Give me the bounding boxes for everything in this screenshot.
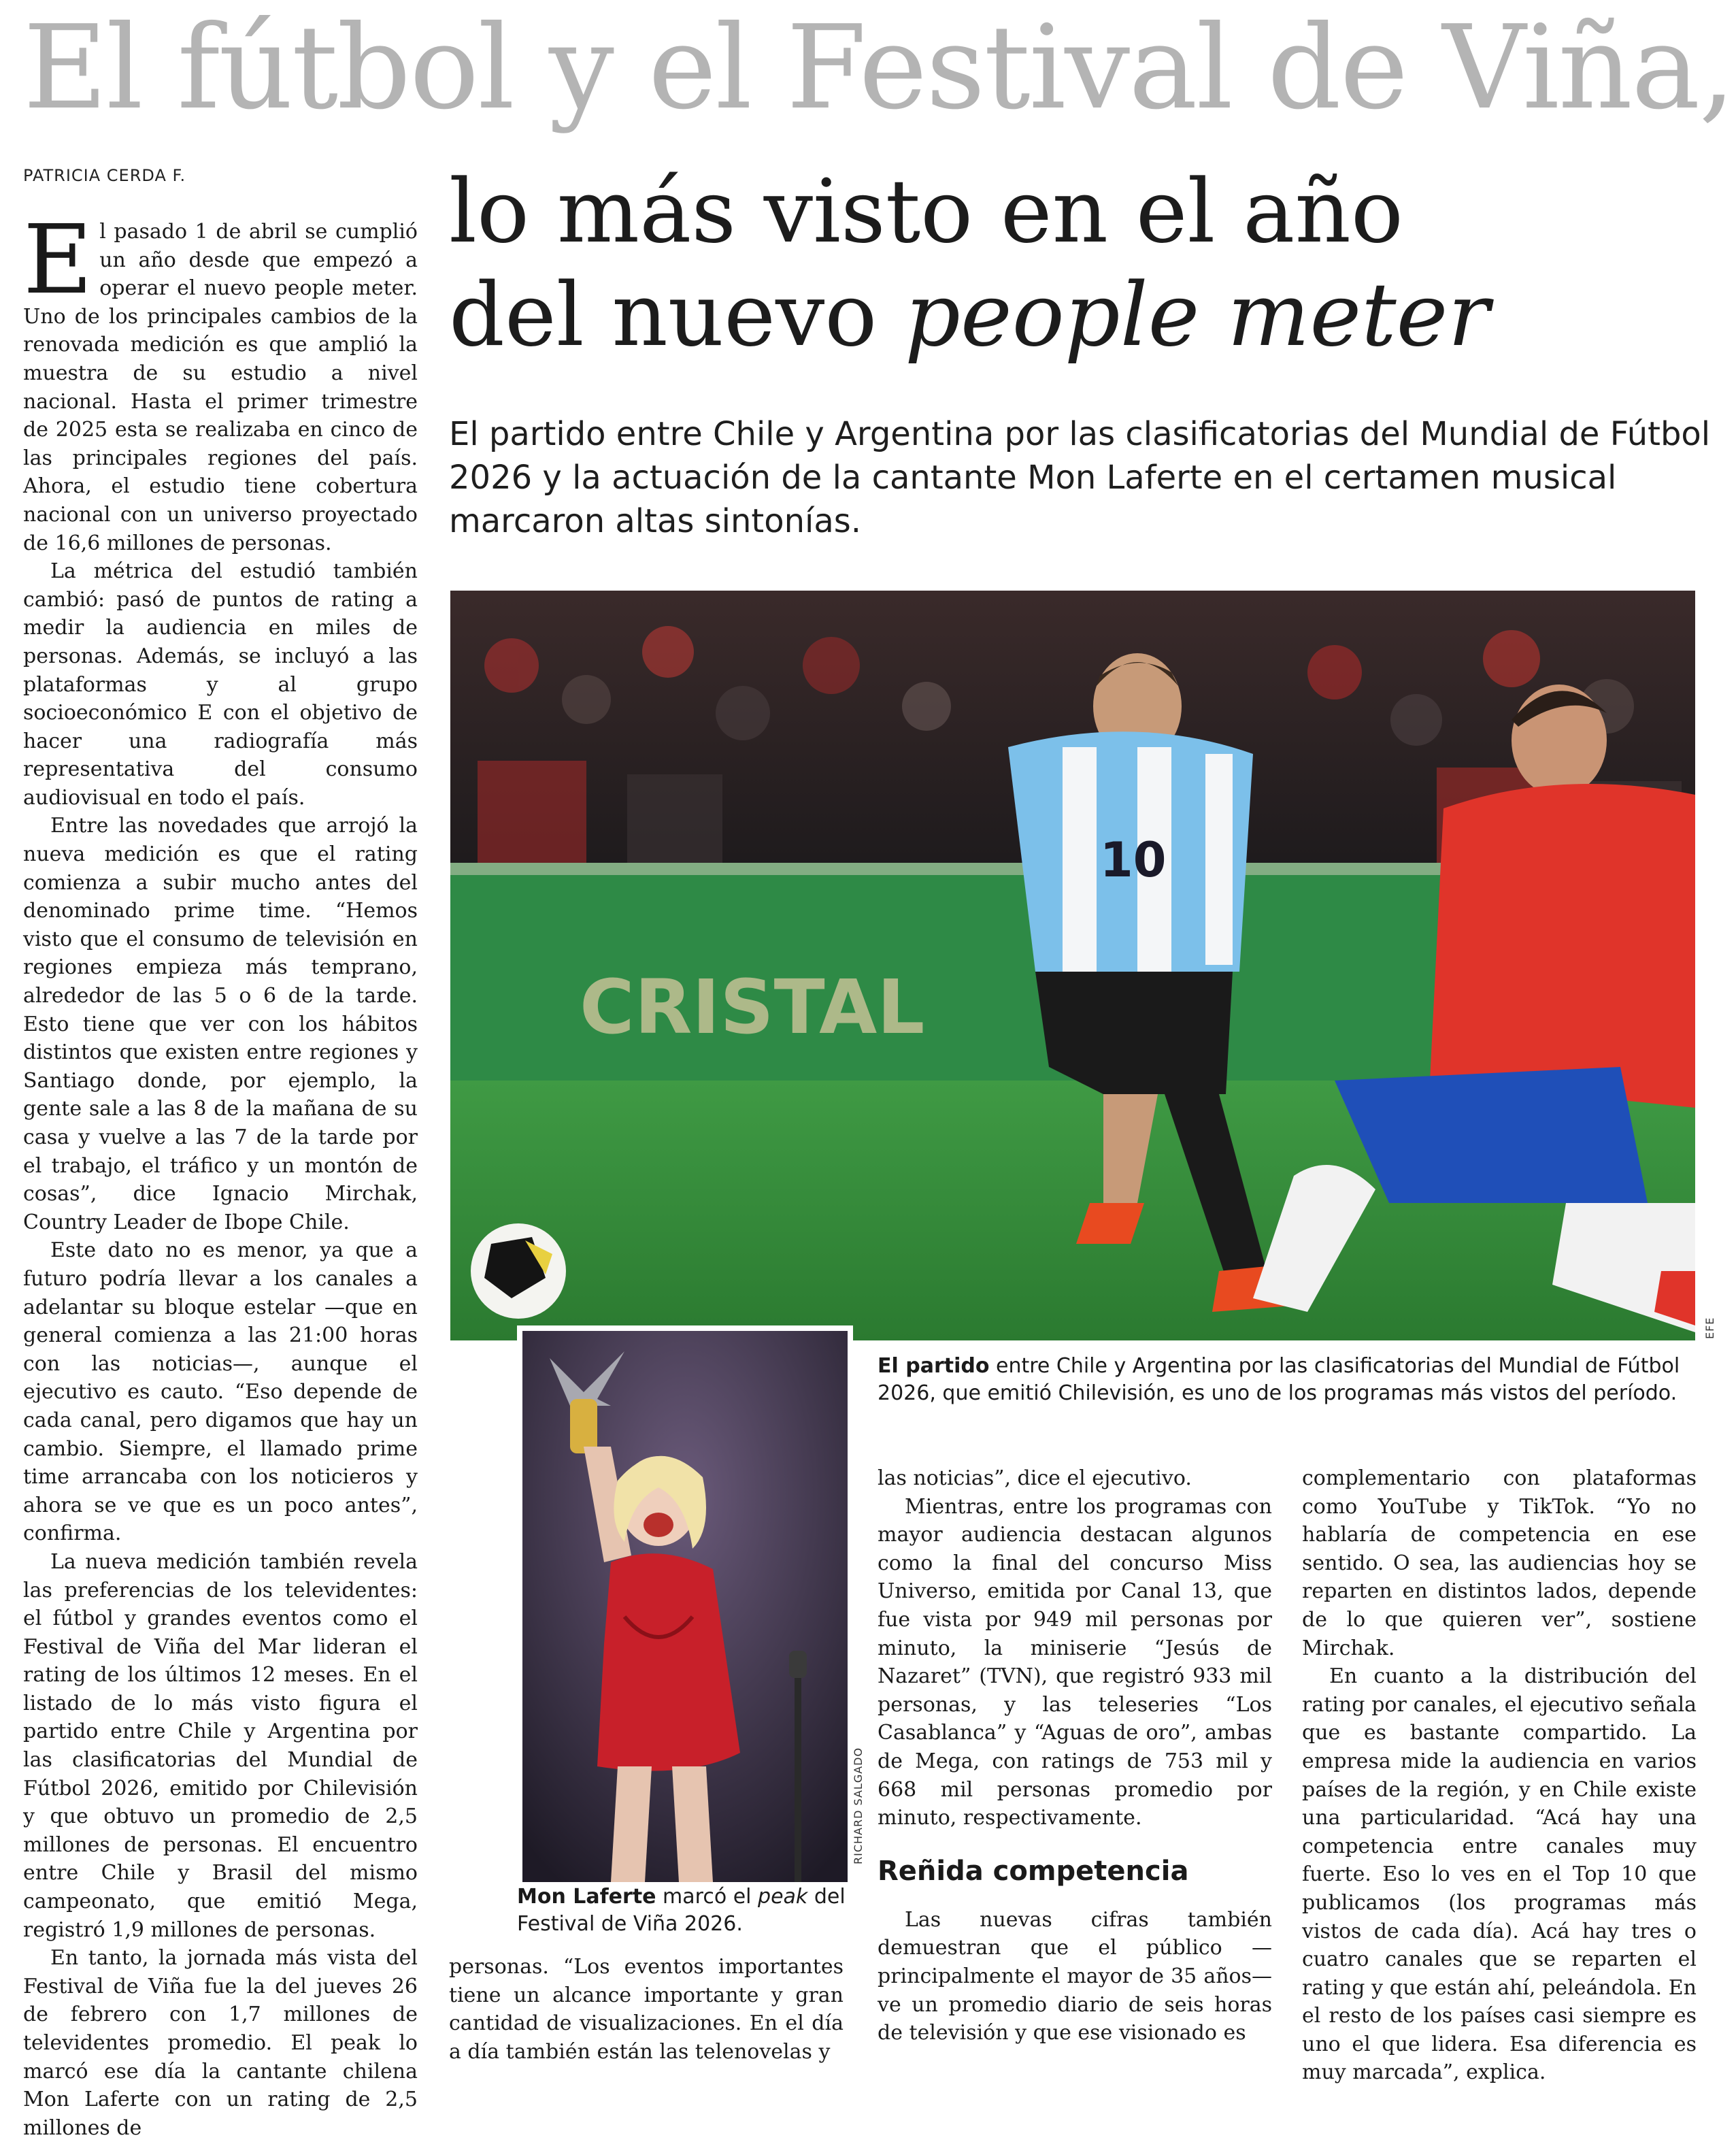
mon-laferte-photo bbox=[517, 1325, 853, 1888]
paragraph-text: l pasado 1 de abril se cumplió un año desde que empezó a operar el nuevo people meter. Uno de los principales cambios de la renovada medición es que amplió la muestra de su estudio a nivel nacional. Hasta el primer trimestre de 2025 esta se realizaba en cinco de las principales regiones del país. Ahora, el estudio tiene cobertura nacional con un universo proyectado de 16,6 millones de personas. bbox=[23, 220, 418, 555]
mon-laferte-caption bbox=[517, 1883, 857, 1938]
article-column-1 bbox=[23, 205, 418, 2142]
photo-credit-efe: EFE bbox=[1703, 1317, 1716, 1339]
article-column-4 bbox=[1302, 1464, 1697, 2087]
caption-bold: Mon Laferte bbox=[517, 1885, 656, 1909]
banner-text: CRISTAL bbox=[580, 963, 925, 1051]
caption-italic: peak bbox=[758, 1885, 808, 1909]
paragraph: Las nuevas cifras también demuestran que el público —principalmente el mayor de 35 años—ve un promedio diario de seis horas de televisión y que ese visionado es bbox=[878, 1907, 1272, 2045]
headline-line-2-italic: people meter bbox=[905, 265, 1490, 366]
mon-laferte-illustration bbox=[522, 1331, 848, 1882]
caption-text: marcó el bbox=[656, 1885, 758, 1909]
football-match-photo bbox=[450, 591, 1695, 1340]
headline-line-2 bbox=[449, 264, 1728, 367]
jersey-number: 10 bbox=[1100, 832, 1167, 888]
paragraph: complementario con plataformas como YouTube y TikTok. “Yo no hablaría de competencia en ese sentido. O sea, las audiencias hoy se reparten en distintos lados, depende de lo que quieren ver”, sostiene Mirchak. bbox=[1302, 1466, 1697, 1660]
deck: El partido entre Chile y Argentina por las clasificatorias del Mundial de Fútbol 2026 y la actuación de la cantante Mon Laferte en el certamen musical marcaron altas sintonías. bbox=[449, 415, 1711, 540]
paragraph: En cuanto a la distribución del rating por canales, el ejecutivo señala que es bastante compartido. La empresa mide la audiencia en varios países de la región, y en Chile existe una particularidad. “Acá hay una competencia entre canales muy fuerte. Eso lo ves en el Top 10 que publicamos (los programas más vistos de cada día). Acá hay tres o cuatro canales que se reparten el rating y que están ahí, peleándola. En el resto de los países casi siempre es uno el que lidera. Esa diferencia es muy marcada”, explica. bbox=[1302, 1664, 1697, 2085]
caption-bold: El partido bbox=[878, 1354, 990, 1378]
paragraph: las noticias”, dice el ejecutivo. bbox=[878, 1466, 1192, 1490]
article-column-3 bbox=[878, 1464, 1272, 2047]
football-ball bbox=[471, 1223, 566, 1319]
kicker-headline: El fútbol y el Festival de Viña, bbox=[23, 1, 1735, 135]
headline-line-2-regular: del nuevo bbox=[449, 265, 905, 366]
caption-text: entre Chile y Argentina por las clasificatorias del Mundial de Fútbol 2026, que emitió Chilevisión, es uno de los programas más vistos del período. bbox=[878, 1354, 1680, 1405]
photo-credit-richard-salgado: RICHARD SALGADO bbox=[852, 1747, 865, 1864]
byline: PATRICIA CERDA F. bbox=[23, 166, 186, 185]
paragraph: personas. “Los eventos importantes tiene un alcance importante y gran cantidad de visualizaciones. En el día a día también están las telenovelas y bbox=[449, 1955, 844, 2064]
headline-line-1: lo más visto en el año bbox=[449, 161, 1403, 263]
caption-text-end: del Festival de Viña 2026. bbox=[517, 1885, 846, 1936]
article-column-2 bbox=[449, 1953, 844, 2066]
subhead: Reñida competencia bbox=[878, 1855, 1189, 1887]
paragraph: La métrica del estudió también cambió: pasó de puntos de rating a medir la audiencia en miles de personas. Además, se incluyó a las plataformas y al grupo socioeconómico E con el objetivo de hacer una radiografía más representativa del consumo audiovisual en todo el país. bbox=[23, 559, 418, 810]
paragraph bbox=[23, 205, 418, 557]
paragraph: La nueva medición también revela las preferencias de los televidentes: el fútbol y grandes eventos como el Festival de Viña del Mar lideran el rating de los últimos 12 meses. En el listado de lo más visto figura el partido entre Chile y Argentina por las clasificatorias del Mundial de Fútbol 2026, emitido por Chilevisión y que obtuvo un promedio de 2,5 millones de personas. El encuentro entre Chile y Brasil del mismo campeonato, que emitió Mega, registró 1,9 millones de personas. bbox=[23, 1549, 418, 1942]
headline bbox=[449, 161, 1728, 367]
paragraph: Este dato no es menor, ya que a futuro podría llevar a los canales a adelantar su bloque estelar —que en general comienza a las 21:00 horas con las noticias—, aunque el ejecutivo es cauto. “Eso depende de cada canal, pero digamos que hay un cambio. Siempre, el llamado prime time arrancaba con los noticieros y ahora se ve que es un poco antes”, confirma. bbox=[23, 1238, 418, 1546]
paragraph: En tanto, la jornada más vista del Festival de Viña fue la del jueves 26 de febrero con 1,7 millones de televidentes promedio. El peak lo marcó ese día la cantante chilena Mon Laferte con un rating de 2,5 millones de bbox=[23, 1946, 418, 2140]
football-photo-caption bbox=[878, 1353, 1697, 1407]
football-photo-illustration bbox=[450, 591, 1695, 1340]
drop-cap: E bbox=[23, 205, 93, 316]
paragraph: Mientras, entre los programas con mayor audiencia destacan algunos como la final del concurso Miss Universo, emitida por Canal 13, que fue vista por 949 mil personas por minuto, la miniserie “Jesús de Nazaret” (TVN), que registró 933 mil personas, y las teleseries “Los Casablanca” y “Aguas de oro”, ambas de Mega, con ratings de 753 mil y 668 mil personas promedio por minuto, respectivamente. bbox=[878, 1494, 1272, 1830]
paragraph: Entre las novedades que arrojó la nueva medición es que el rating comienza a subir mucho antes del denominado prime time. “Hemos visto que el consumo de televisión en regiones empieza más temprano, alrededor de las 5 o 6 de la tarde. Esto tiene que ver con los hábitos distintos que existen entre regiones y Santiago donde, por ejemplo, la gente sale a las 8 de la mañana de su casa y vuelve a las 7 de la tarde por el trabajo, el tráfico y un montón de cosas”, dice Ignacio Mirchak, Country Leader de Ibope Chile. bbox=[23, 814, 418, 1234]
